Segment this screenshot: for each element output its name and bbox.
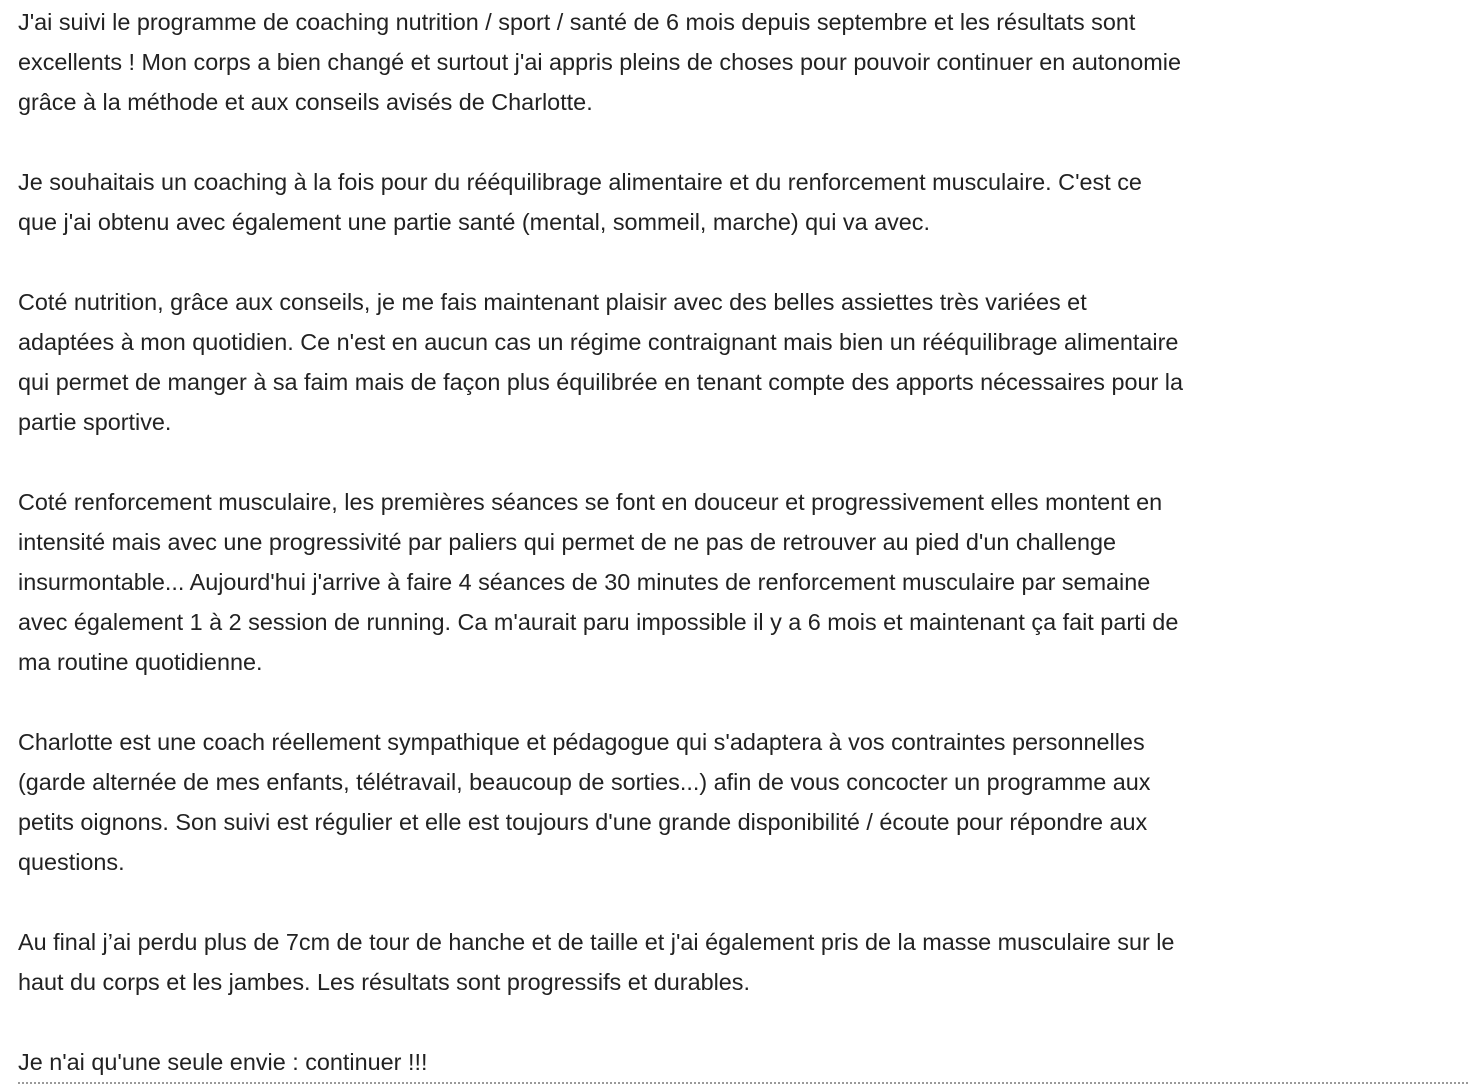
review-line: intensité mais avec une progressivité par paliers qui permet de ne pas de retrouver au pied d'un challenge xyxy=(18,529,1116,555)
review-line: Je souhaitais un coaching à la fois pour du rééquilibrage alimentaire et du renforcement musculaire. C'est ce xyxy=(18,169,1142,195)
review-paragraph xyxy=(18,282,1468,442)
review-line: questions. xyxy=(18,849,125,875)
review-line: excellents ! Mon corps a bien changé et surtout j'ai appris pleins de choses pour pouvoir continuer en autonomie xyxy=(18,49,1181,75)
review-line: Charlotte est une coach réellement sympathique et pédagogue qui s'adaptera à vos contraintes personnelles xyxy=(18,729,1145,755)
review-paragraph xyxy=(18,2,1468,122)
review-line: qui permet de manger à sa faim mais de façon plus équilibrée en tenant compte des apports nécessaires pour la xyxy=(18,369,1183,395)
review-paragraph xyxy=(18,722,1468,882)
review-line: Au final j’ai perdu plus de 7cm de tour de hanche et de taille et j'ai également pris de la masse musculaire sur le xyxy=(18,929,1175,955)
review-line: grâce à la méthode et aux conseils avisés de Charlotte. xyxy=(18,89,593,115)
review-line: insurmontable... Aujourd'hui j'arrive à faire 4 séances de 30 minutes de renforcement musculaire par semaine xyxy=(18,569,1151,595)
review-line: que j'ai obtenu avec également une partie santé (mental, sommeil, marche) qui va avec. xyxy=(18,209,930,235)
review-line: Coté nutrition, grâce aux conseils, je me fais maintenant plaisir avec des belles assiettes très variées et xyxy=(18,289,1087,315)
review-line: (garde alternée de mes enfants, télétravail, beaucoup de sorties...) afin de vous concocter un programme aux xyxy=(18,769,1151,795)
review-line: avec également 1 à 2 session de running. Ca m'aurait paru impossible il y a 6 mois et maintenant ça fait parti de xyxy=(18,609,1179,635)
review-paragraph xyxy=(18,162,1468,242)
review-line: adaptées à mon quotidien. Ce n'est en aucun cas un régime contraignant mais bien un rééquilibrage alimentaire xyxy=(18,329,1179,355)
review-line: petits oignons. Son suivi est régulier et elle est toujours d'une grande disponibilité / écoute pour répondre aux xyxy=(18,809,1148,835)
review-line: Je n'ai qu'une seule envie : continuer !!! xyxy=(18,1049,428,1075)
review-text xyxy=(18,2,1468,1082)
review-line: partie sportive. xyxy=(18,409,172,435)
review-paragraph xyxy=(18,1042,1468,1082)
dotted-divider xyxy=(18,1082,1468,1084)
review-line: J'ai suivi le programme de coaching nutrition / sport / santé de 6 mois depuis septembre et les résultats sont xyxy=(18,9,1136,35)
review-paragraph xyxy=(18,482,1468,682)
review-line: ma routine quotidienne. xyxy=(18,649,263,675)
review-paragraph xyxy=(18,922,1468,1002)
review-line: Coté renforcement musculaire, les premières séances se font en douceur et progressivement elles montent en xyxy=(18,489,1163,515)
review-line: haut du corps et les jambes. Les résultats sont progressifs et durables. xyxy=(18,969,750,995)
